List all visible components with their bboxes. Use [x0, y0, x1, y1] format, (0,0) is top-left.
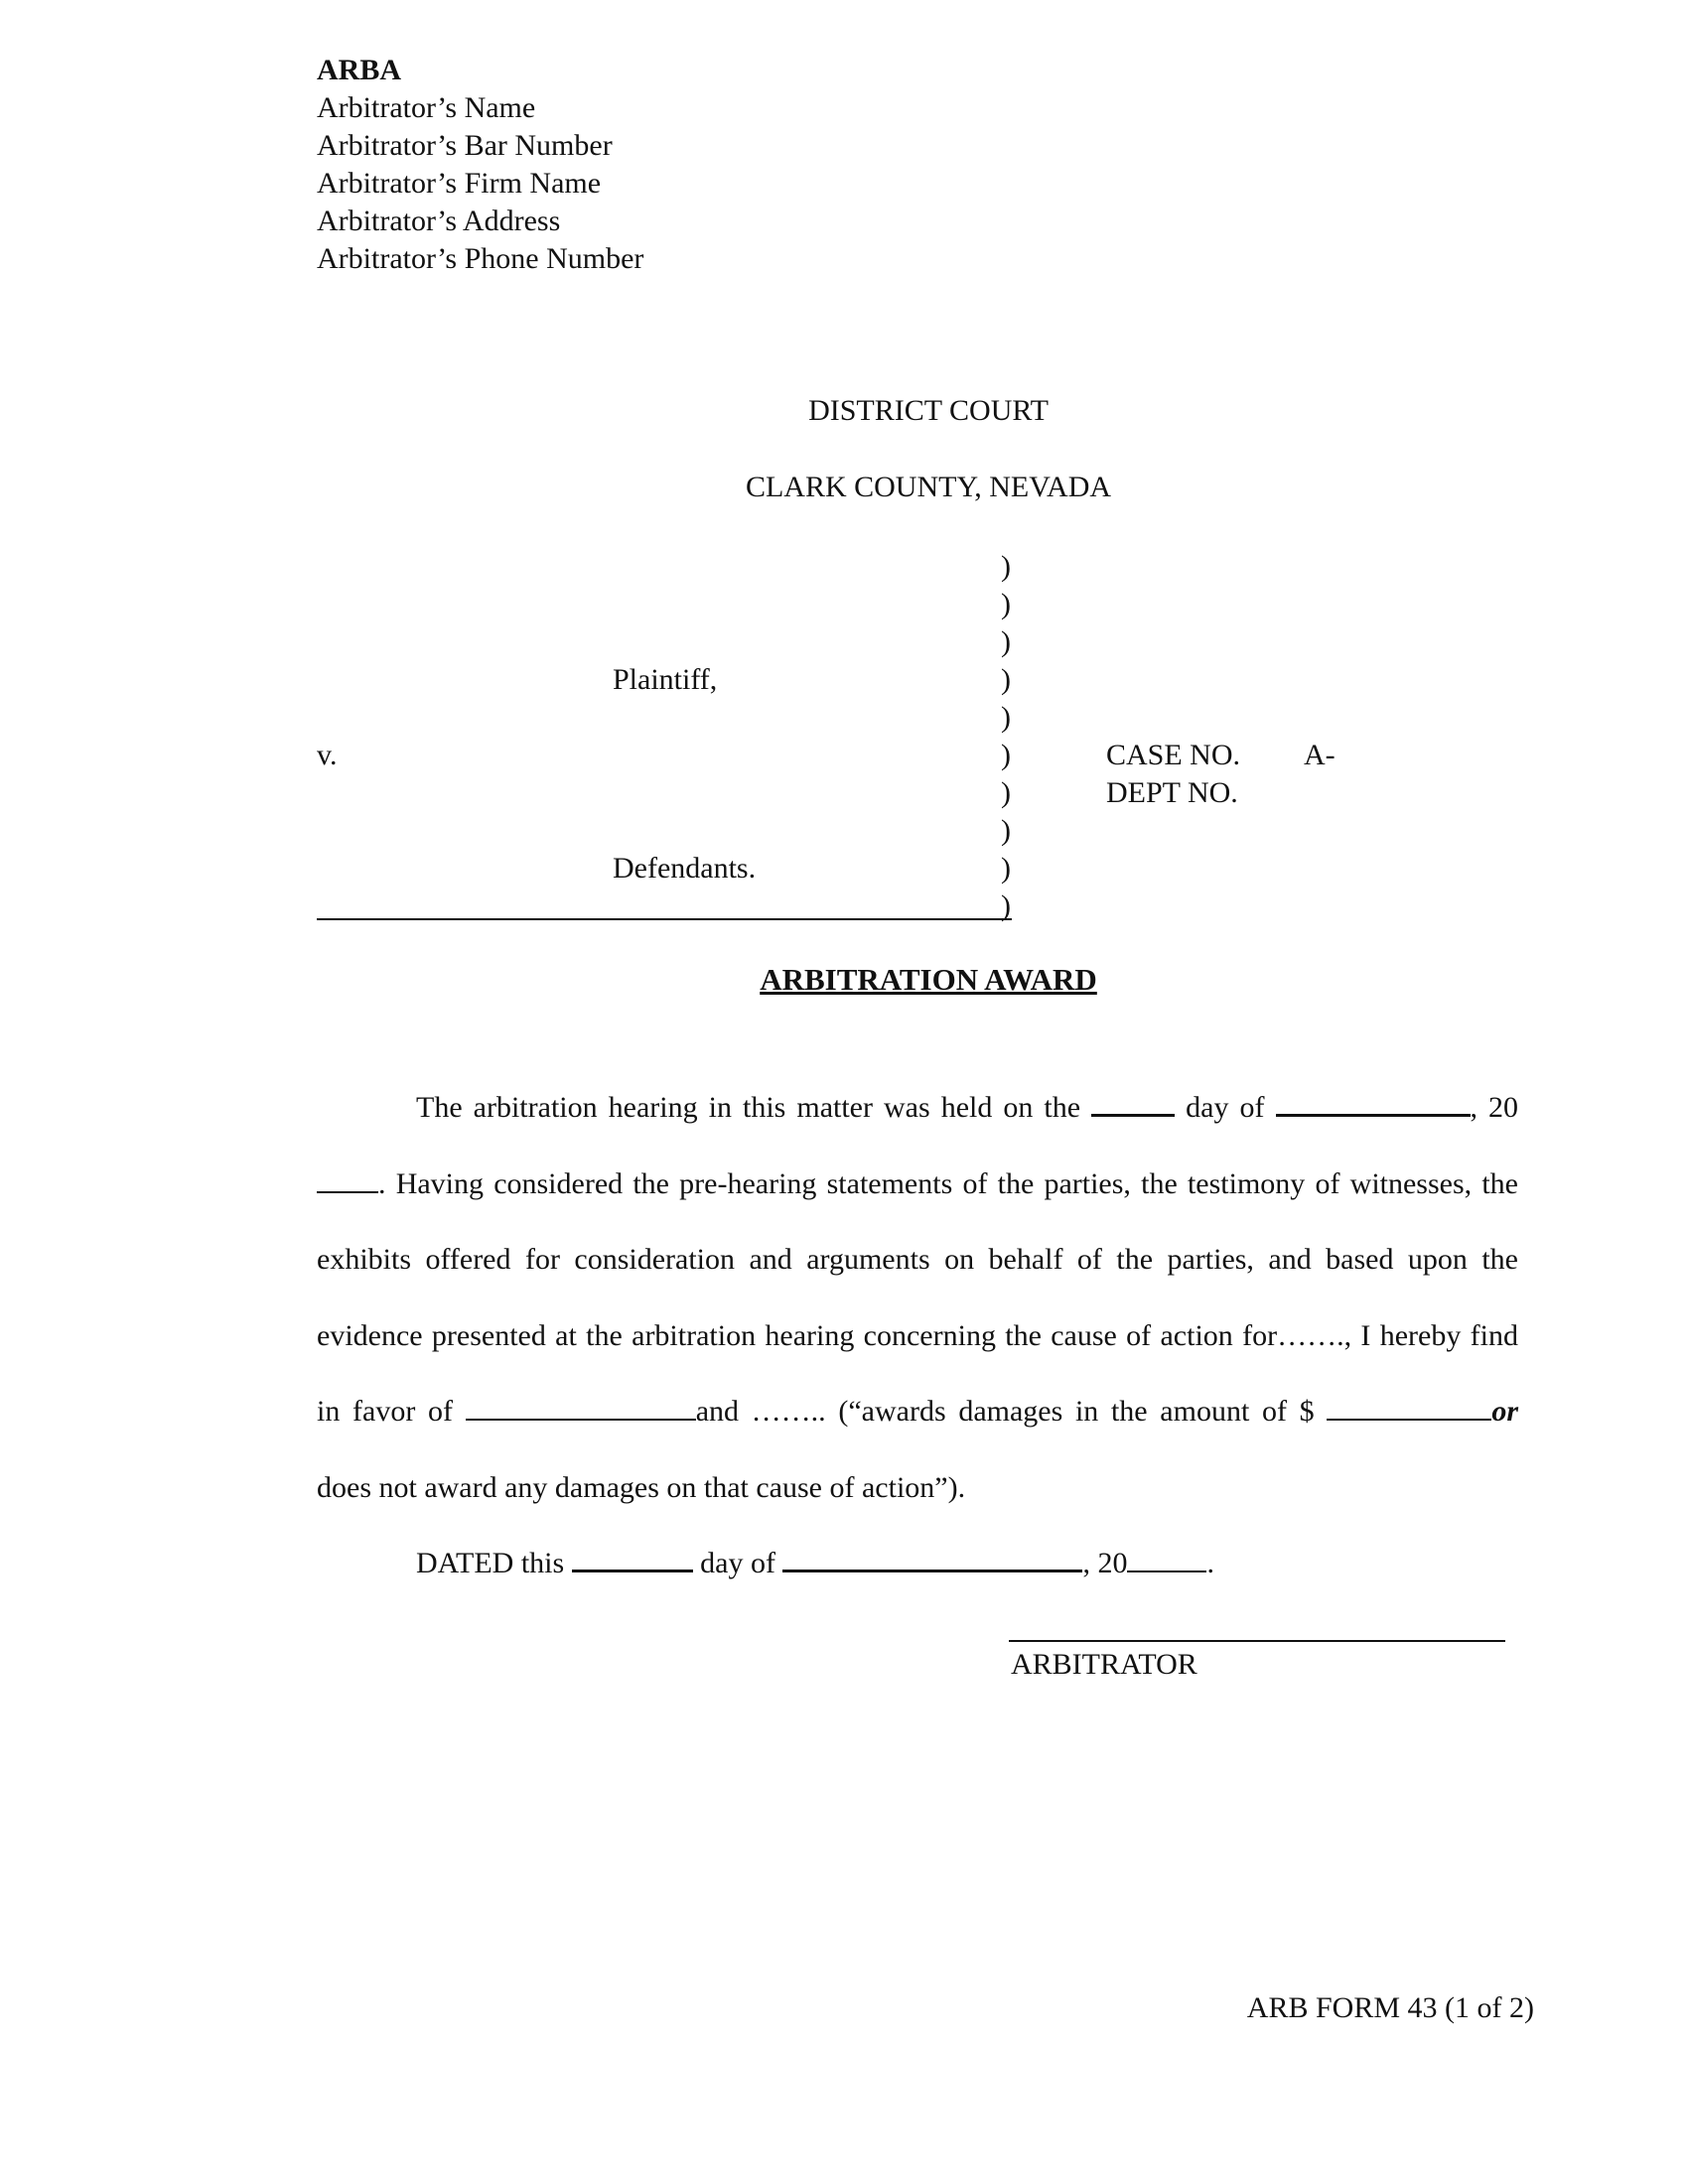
hearing-text-b: day of — [1186, 1091, 1265, 1124]
form-id: ARB FORM 43 (1 of 2) — [1246, 1991, 1534, 2024]
dated-text-d: . — [1206, 1547, 1214, 1579]
hearing-text-a: The arbitration hearing in this matter was held on the — [416, 1091, 1081, 1124]
hearing-year-prefix: 20 — [1488, 1091, 1519, 1124]
arbitrator-name: Arbitrator’s Name — [317, 91, 536, 124]
signature-line[interactable] — [1009, 1640, 1505, 1642]
caption-paren: ) — [1001, 889, 1011, 922]
caption-parentheses — [1001, 548, 1011, 925]
caption-paren: ) — [1001, 588, 1011, 620]
court-name: DISTRICT COURT — [808, 394, 1049, 427]
defendants-label: Defendants. — [613, 852, 757, 885]
no-award-text: does not award any damages on that cause of action”). — [317, 1470, 966, 1504]
dated-text-b: day of — [700, 1547, 775, 1579]
award-text: and …….. (“awards damages in the amount of $ — [695, 1395, 1315, 1428]
hearing-day-blank[interactable] — [1091, 1092, 1175, 1117]
firm-code: ARBA — [317, 54, 402, 86]
caption-paren: ) — [1001, 550, 1011, 583]
hearing-month-blank[interactable] — [1276, 1092, 1471, 1117]
document-title: ARBITRATION AWARD — [760, 962, 1097, 997]
findings-text: . Having considered the pre-hearing statements of the parties, the testimony of witnesses, the exhibits offered for consideration and arguments on behalf of the parties, and based upon the evidence presented at the arbitration hearing concerning the cause of action for……., I hereby find in favor of — [317, 1166, 1518, 1428]
dated-text-c: , 20 — [1082, 1547, 1128, 1579]
arbitrator-address: Arbitrator’s Address — [317, 205, 561, 237]
signature-label: ARBITRATOR — [1011, 1648, 1197, 1681]
caption-paren: ) — [1001, 663, 1011, 696]
caption-paren: ) — [1001, 776, 1011, 809]
arbitrator-header — [317, 52, 643, 278]
dept-no-label: DEPT NO. — [1106, 776, 1238, 809]
prevailing-party-blank[interactable] — [466, 1397, 696, 1421]
arbitrator-phone-number: Arbitrator’s Phone Number — [317, 242, 644, 275]
caption-paren: ) — [1001, 625, 1011, 658]
case-no-label: CASE NO. — [1106, 739, 1241, 771]
hearing-text-c: , — [1470, 1091, 1477, 1124]
caption-rule — [317, 918, 1012, 920]
caption-paren: ) — [1001, 814, 1011, 847]
arbitrator-bar-number: Arbitrator’s Bar Number — [317, 129, 613, 162]
damages-amount-blank[interactable] — [1327, 1397, 1491, 1421]
versus-label: v. — [317, 739, 338, 771]
award-body — [317, 1070, 1518, 1602]
dated-year-blank[interactable] — [1127, 1549, 1206, 1572]
arbitrator-firm-name: Arbitrator’s Firm Name — [317, 167, 602, 200]
or-text: or — [1491, 1395, 1519, 1428]
case-no-value: A- — [1304, 739, 1336, 771]
plaintiff-label: Plaintiff, — [613, 663, 718, 696]
award-paragraph — [317, 1070, 1518, 1526]
court-county: CLARK COUNTY, NEVADA — [745, 471, 1112, 503]
dated-text-a: DATED this — [416, 1547, 565, 1579]
caption-paren: ) — [1001, 701, 1011, 734]
dated-line — [317, 1526, 1518, 1602]
dated-day-blank[interactable] — [572, 1548, 693, 1572]
hearing-year-blank[interactable] — [317, 1169, 378, 1193]
caption-paren: ) — [1001, 739, 1011, 771]
dated-month-blank[interactable] — [782, 1548, 1082, 1572]
caption-paren: ) — [1001, 852, 1011, 885]
